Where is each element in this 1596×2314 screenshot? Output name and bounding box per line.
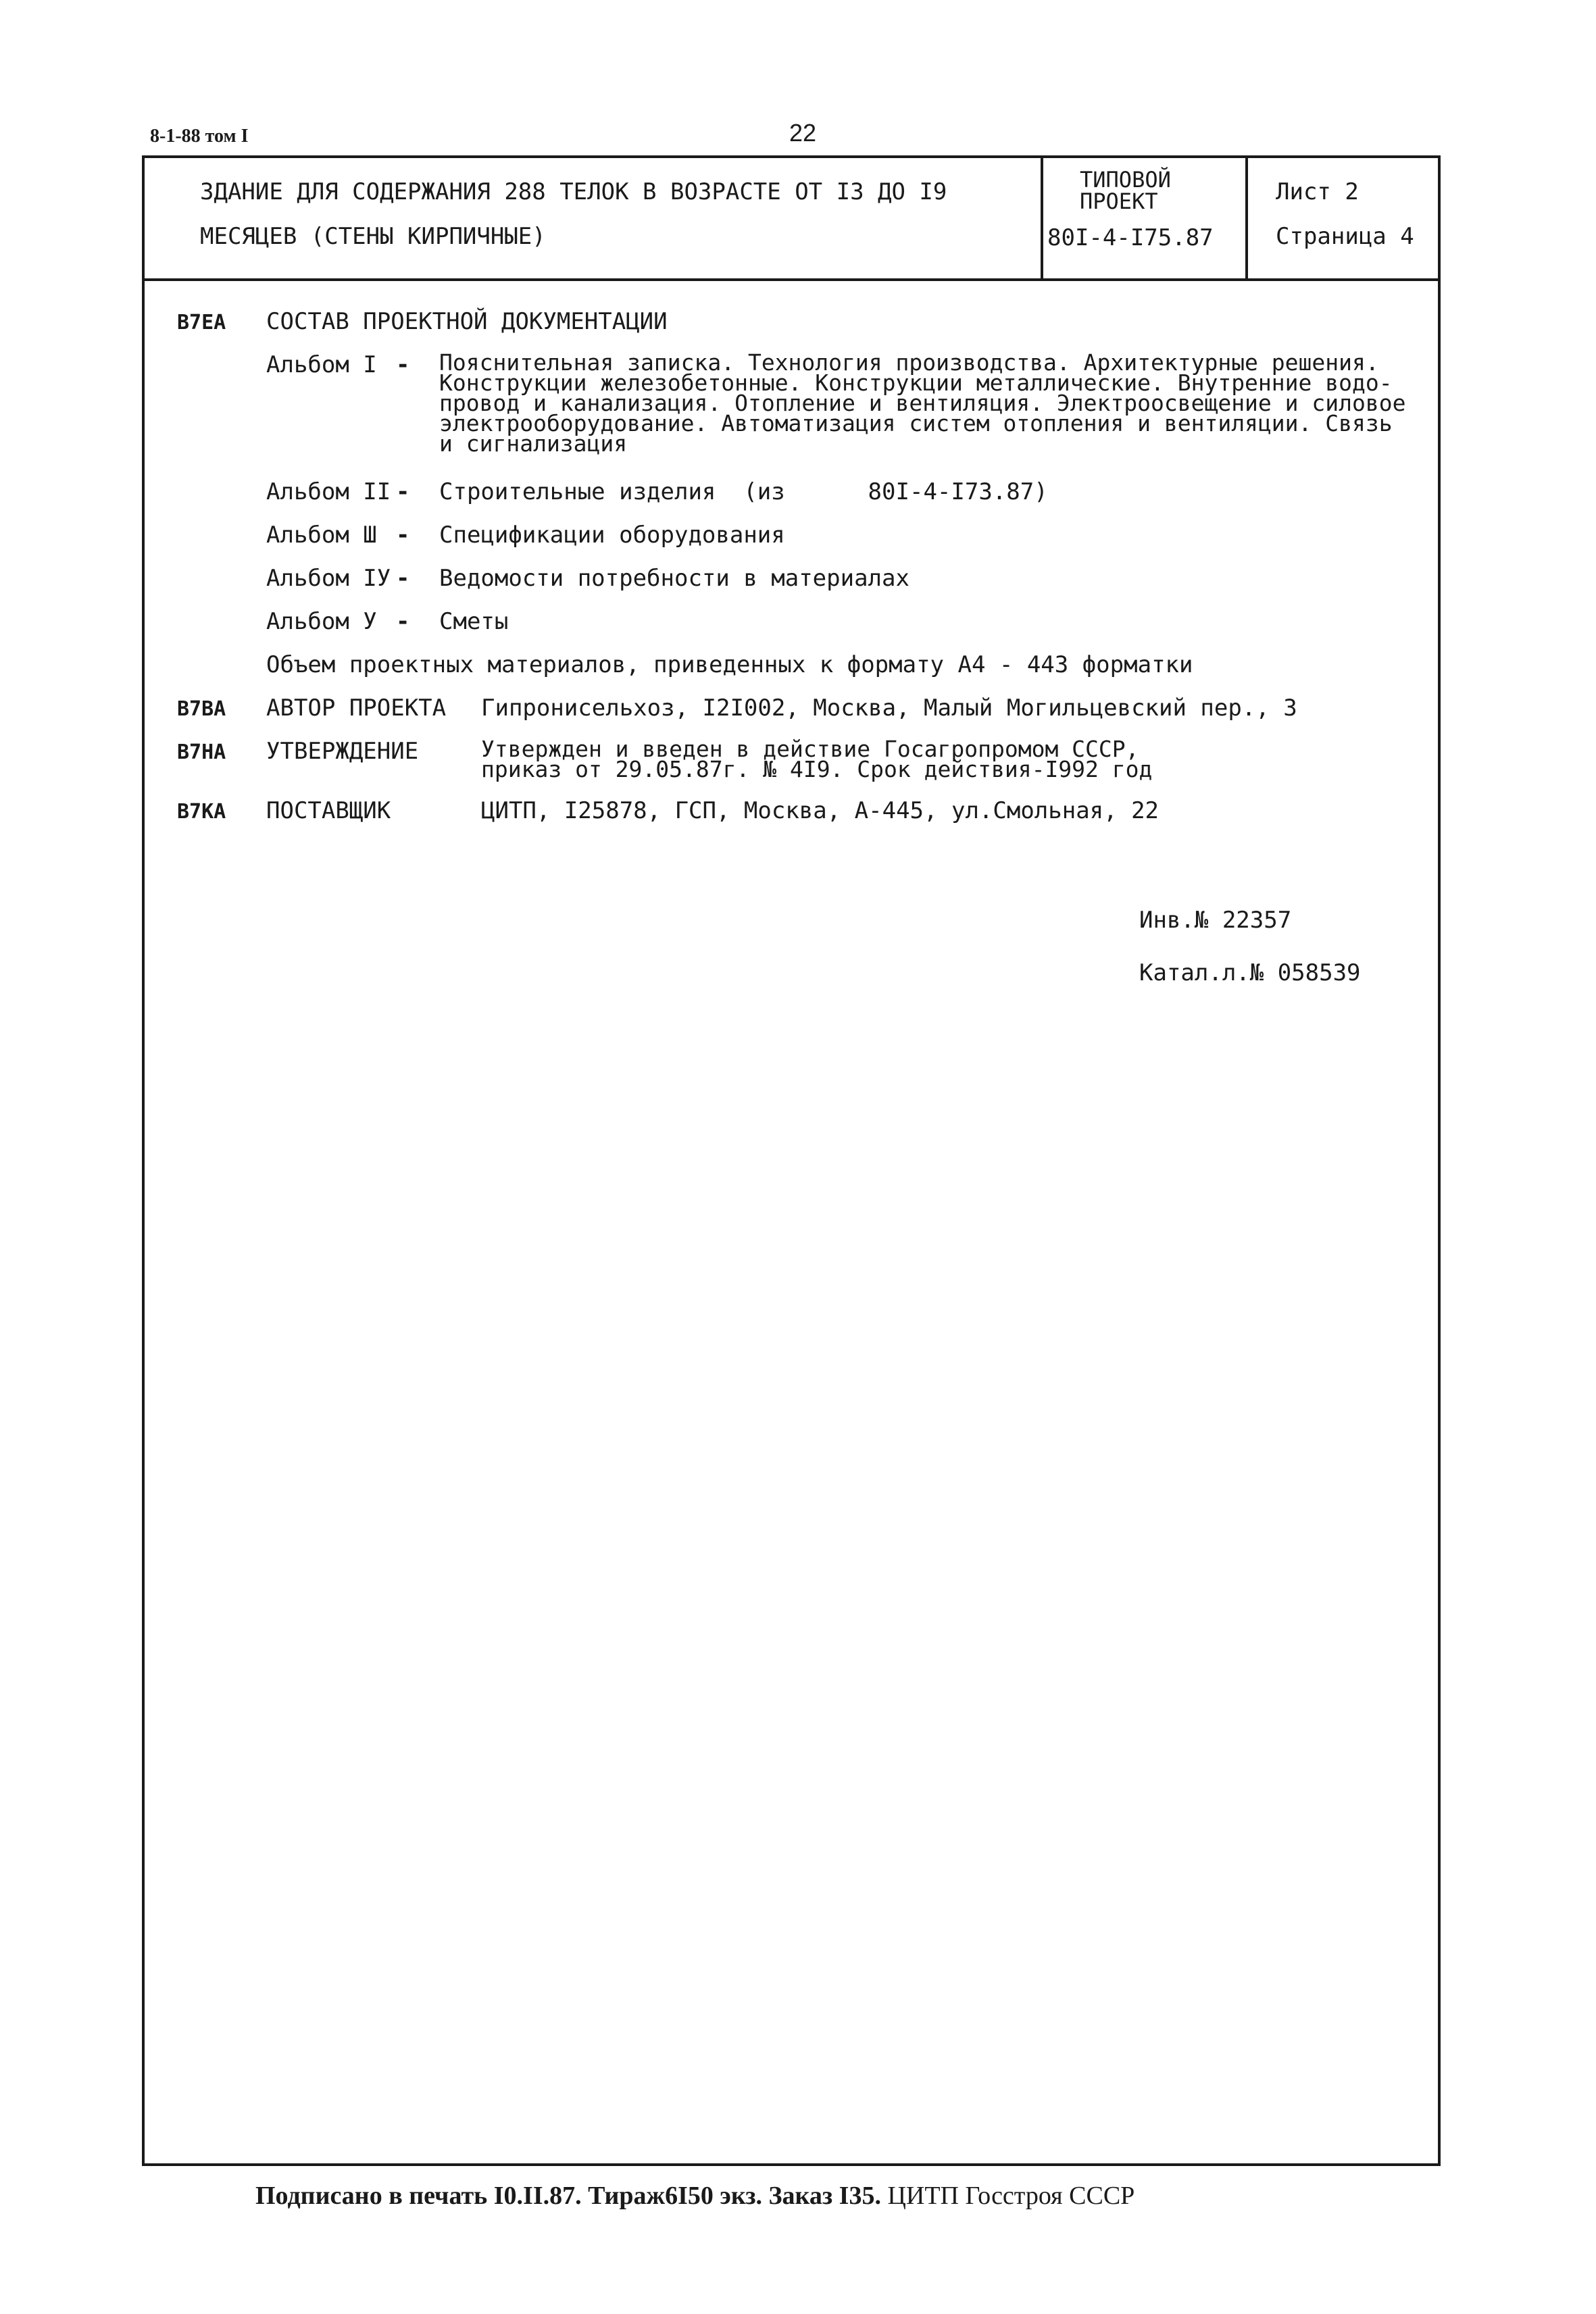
album-description-line: Конструкции железобетонные. Конструкции металлические. Внутренние водо- (439, 370, 1393, 396)
catalog-number: Катал.л.№ 058539 (1139, 959, 1361, 986)
series-label: 8-1-88 том I (150, 126, 249, 147)
entry-label: ПОСТАВЩИК (266, 797, 391, 824)
album-description-line: Строительные изделия (из 80I-4-I73.87) (439, 478, 1048, 505)
sheet-page: Страница 4 (1276, 223, 1414, 250)
entry-value: Утвержден и введен в действие Госагропромом СССР, (481, 736, 1139, 762)
footer-signed-label: Подписано в печать (255, 2182, 488, 2210)
album-name: Альбом IУ (266, 565, 391, 592)
project-code: 80I-4-I75.87 (1047, 224, 1214, 251)
album-description-line: Сметы (439, 608, 509, 635)
footer-circulation: 6I50 (665, 2182, 714, 2210)
album-name: Альбом I (266, 351, 377, 378)
entry-code: В7НА (177, 740, 226, 764)
entry-value: Гипронисельхоз, I2I002, Москва, Малый Могильцевский пер., 3 (481, 695, 1297, 722)
album-name: Альбом Ш (266, 522, 377, 549)
album-dash: - (396, 522, 410, 549)
album-description-line: Пояснительная записка. Технология производства. Архитектурные решения. (439, 349, 1379, 376)
project-label-line-2: ПРОЕКТ (1080, 188, 1158, 214)
album-description-line: и сигнализация (439, 430, 628, 457)
section-code: В7ЕА (177, 311, 226, 334)
entry-label: АВТОР ПРОЕКТА (266, 695, 447, 722)
header-column-divider (1041, 155, 1043, 280)
entry-value: ЦИТП, I25878, ГСП, Москва, А-445, ул.Смольная, 22 (481, 797, 1159, 824)
album-description-line: провод и канализация. Отопление и вентиляция. Электроосвещение и силовое (439, 390, 1406, 416)
header-column-divider (1245, 155, 1248, 280)
print-footer (255, 2181, 1134, 2211)
inventory-number: Инв.№ 22357 (1139, 907, 1292, 934)
project-label-line-1: ТИПОВОЙ (1080, 167, 1171, 193)
section-label: СОСТАВ ПРОЕКТНОЙ ДОКУМЕНТАЦИИ (266, 308, 668, 335)
document-title-line-2: МЕСЯЦЕВ (СТЕНЫ КИРПИЧНЫЕ) (200, 223, 546, 250)
page-number: 22 (789, 119, 817, 147)
document-title-line-1: ЗДАНИЕ ДЛЯ СОДЕРЖАНИЯ 288 ТЕЛОК В ВОЗРАСТЕ ОТ I3 ДО I9 (200, 178, 947, 205)
album-name: Альбом II (266, 478, 391, 505)
album-dash: - (396, 351, 410, 378)
footer-copies-label: экз. (720, 2182, 762, 2210)
entry-value: приказ от 29.05.87г. № 4I9. Срок действия-I992 год (481, 756, 1153, 782)
album-dash: - (396, 565, 410, 592)
entry-code: В7КА (177, 800, 226, 824)
footer-circulation-label: Тираж (588, 2182, 666, 2210)
sheet-number: Лист 2 (1276, 178, 1359, 205)
footer-order: I35. (839, 2182, 881, 2210)
album-name: Альбом У (266, 608, 377, 635)
footer-order-label: Заказ (768, 2182, 833, 2210)
album-dash: - (396, 478, 410, 505)
footer-signed-date: I0.II.87. (493, 2182, 582, 2210)
album-description-line: Ведомости потребности в материалах (439, 565, 909, 592)
footer-publisher: ЦИТП Госстроя СССР (887, 2182, 1135, 2210)
entry-code: В7ВА (177, 697, 226, 721)
document-frame (142, 155, 1441, 2166)
album-description-line: электрооборудование. Автоматизация систем отопления и вентиляции. Связь (439, 410, 1393, 436)
album-description-line: Спецификации оборудования (439, 522, 785, 549)
volume-note: Объем проектных материалов, приведенных к формату А4 - 443 форматки (266, 651, 1193, 678)
album-dash: - (396, 608, 410, 635)
entry-label: УТВЕРЖДЕНИЕ (266, 738, 419, 765)
